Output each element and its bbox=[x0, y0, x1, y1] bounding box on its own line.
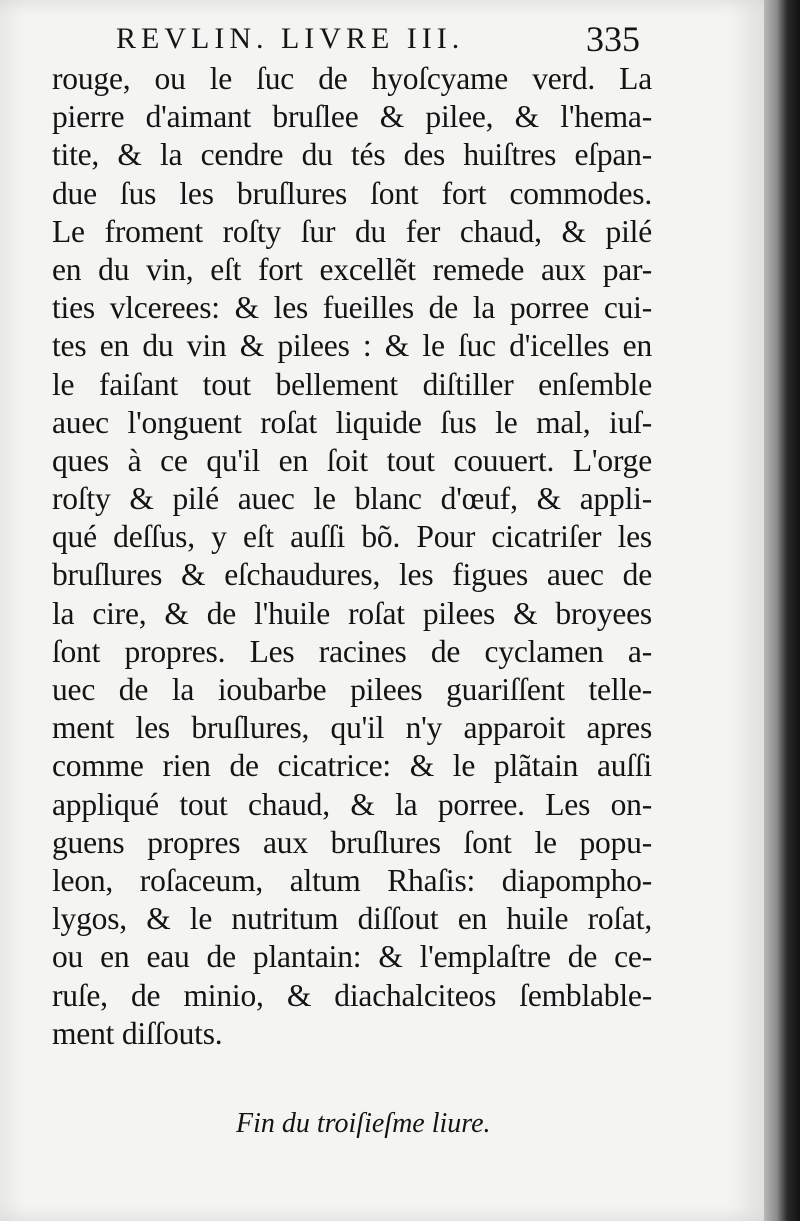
page-number: 335 bbox=[586, 19, 640, 59]
colophon: Fin du troiſieſme liure. bbox=[236, 1108, 491, 1139]
text-line: ties vlcerees: & les fueilles de la porree cui- bbox=[52, 290, 652, 326]
text-line: due ſus les bruſlures ſont fort commodes. bbox=[52, 175, 652, 211]
text-line: Le froment roſty ſur du fer chaud, & pilé bbox=[52, 213, 652, 249]
text-line: ment diſſouts. bbox=[52, 1015, 223, 1051]
text-line: ment les bruſlures, qu'il n'y apparoit apres bbox=[52, 710, 652, 746]
text-line: auec l'onguent roſat liquide ſus le mal, iuſ- bbox=[52, 404, 652, 440]
text-line: ques à ce qu'il en ſoit tout couuert. L'orge bbox=[52, 442, 652, 478]
text-line: en du vin, eſt fort excellẽt remede aux par- bbox=[52, 251, 652, 287]
text-line: la cire, & de l'huile roſat pilees & broyees bbox=[52, 595, 652, 631]
running-head: REVLIN. LIVRE III. bbox=[116, 22, 465, 55]
text-line: roſty & pilé auec le blanc d'œuf, & appli- bbox=[52, 481, 652, 517]
text-line: bruſlures & eſchaudures, les figues auec de bbox=[52, 557, 652, 593]
text-line: pierre d'aimant bruſlee & pilee, & l'hema- bbox=[52, 99, 652, 135]
binding-edge bbox=[764, 0, 800, 1221]
body-text bbox=[52, 60, 652, 1053]
text-line: le faiſant tout bellement diſtiller enſemble bbox=[52, 366, 652, 402]
text-line: leon, roſaceum, altum Rhaſis: diapompho- bbox=[52, 862, 652, 898]
text-line: appliqué tout chaud, & la porree. Les on- bbox=[52, 786, 652, 822]
text-line: ruſe, de minio, & diachalciteos ſemblable- bbox=[52, 977, 652, 1013]
text-line: uec de la ioubarbe pilees guariſſent telle- bbox=[52, 672, 652, 707]
text-line: tes en du vin & pilees : & le ſuc d'icelles en bbox=[52, 328, 652, 364]
text-line: tite, & la cendre du tés des huiſtres eſpan- bbox=[52, 137, 652, 173]
text-line: rouge, ou le ſuc de hyoſcyame verd. La bbox=[52, 61, 652, 96]
text-line: comme rien de cicatrice: & le plãtain auſſi bbox=[52, 748, 652, 784]
text-line: ou en eau de plantain: & l'emplaſtre de ce- bbox=[52, 939, 652, 975]
text-line: guens propres aux bruſlures ſont le popu- bbox=[52, 824, 652, 860]
text-line: qué deſſus, y eſt auſſi bõ. Pour cicatriſer les bbox=[52, 519, 652, 555]
text-line: ſont propres. Les racines de cyclamen a- bbox=[52, 633, 652, 669]
text-line: lygos, & le nutritum diſſout en huile roſat, bbox=[52, 901, 652, 937]
